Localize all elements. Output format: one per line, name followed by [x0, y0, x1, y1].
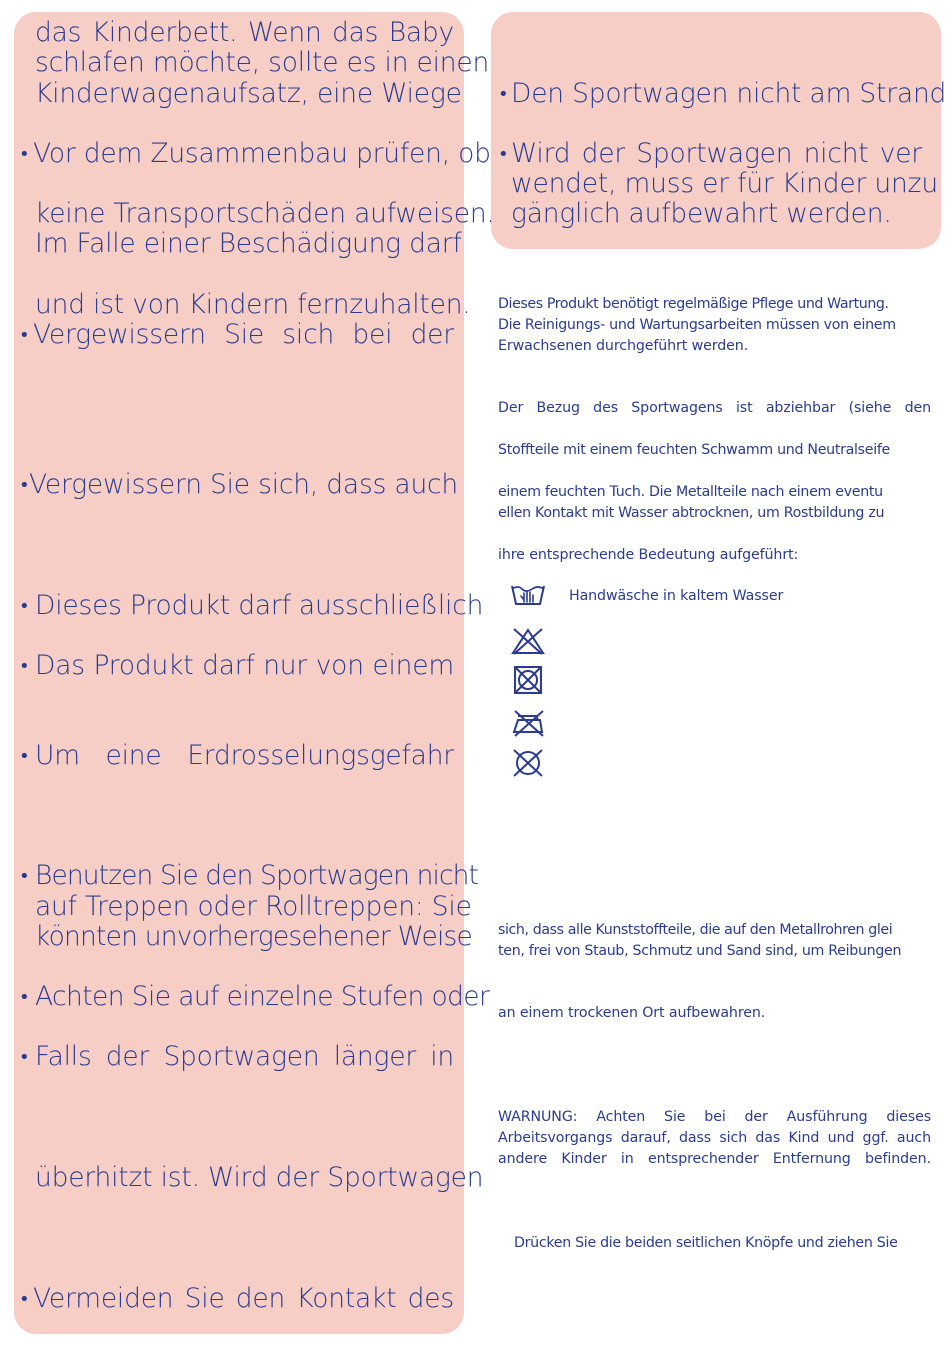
right-box-line: Den Sportwagen nicht am Strand [511, 78, 947, 109]
right-box-line: gänglich aufbewahrt werden. [511, 198, 892, 229]
bullet: • [19, 325, 30, 346]
left-line: könnten unvorhergesehener Weise [35, 921, 473, 952]
care-text: Erwachsenen durchgeführt werden. [498, 338, 749, 354]
right-box-line: Wird der Sportwagen nicht ver [511, 138, 922, 169]
care-text: an einem trockenen Ort aufbewahren. [498, 1005, 766, 1021]
bullet: • [19, 866, 30, 887]
bullet: • [19, 596, 30, 617]
care-text: Drücken Sie die beiden seitlichen Knöpfe und ziehen Sie [514, 1235, 898, 1251]
bullet: • [19, 987, 30, 1008]
left-line: Dieses Produkt darf ausschließlich [35, 590, 484, 621]
bullet: • [19, 144, 30, 165]
left-line: auf Treppen oder Rolltreppen: Sie [35, 891, 472, 922]
warning-text: andere Kinder in entsprechender Entfernung befinden. [498, 1151, 931, 1167]
care-text: Die Reinigungs- und Wartungsarbeiten müssen von einem [498, 317, 896, 333]
no-dry-clean-icon [510, 748, 546, 778]
right-box-line: wendet, muss er für Kinder unzu [511, 168, 938, 199]
left-line: Um eine Erdrosselungsgefahr [35, 740, 454, 771]
left-line: Falls der Sportwagen länger in [35, 1041, 454, 1072]
hand-wash-label: Handwäsche in kaltem Wasser [569, 588, 784, 604]
care-text: einem feuchten Tuch. Die Metallteile nach einem eventu [498, 484, 883, 500]
left-line: Achten Sie auf einzelne Stufen oder [35, 981, 490, 1012]
left-line: Kinderwagenaufsatz, eine Wiege [35, 78, 462, 109]
left-line: und ist von Kindern fernzuhalten. [35, 289, 471, 320]
bullet: • [19, 1047, 30, 1068]
left-line: Das Produkt darf nur von einem [35, 650, 454, 681]
left-line: keine Transportschäden aufweisen. [35, 198, 495, 229]
warning-text: Arbeitsvorgangs darauf, dass sich das Kind und ggf. auch [498, 1130, 931, 1146]
warning-text: WARNUNG: Achten Sie bei der Ausführung dieses [498, 1109, 931, 1125]
care-text: ellen Kontakt mit Wasser abtrocknen, um Rostbildung zu [498, 505, 885, 521]
bullet: • [19, 656, 30, 677]
care-text: Dieses Produkt benötigt regelmäßige Pflege und Wartung. [498, 296, 889, 312]
care-text: ten, frei von Staub, Schmutz und Sand sind, um Reibungen [498, 943, 902, 959]
no-bleach-icon [510, 626, 546, 656]
bullet: • [498, 144, 509, 165]
no-tumble-dry-icon [510, 665, 546, 695]
care-text: sich, dass alle Kunststoffteile, die auf den Metallrohren glei [498, 922, 893, 938]
no-iron-icon [510, 708, 546, 738]
hand-wash-icon [510, 580, 546, 610]
left-line: Vor dem Zusammenbau prüfen, ob [33, 138, 491, 169]
left-line: Vermeiden Sie den Kontakt des [33, 1283, 454, 1314]
bullet: • [19, 1289, 30, 1310]
care-text: ihre entsprechende Bedeutung aufgeführt: [498, 547, 799, 563]
left-line: Vergewissern Sie sich, dass auch [29, 469, 458, 500]
left-line: Vergewissern Sie sich bei der [33, 319, 454, 350]
left-line: das Kinderbett. Wenn das Baby [35, 17, 454, 48]
care-text: Der Bezug des Sportwagens ist abziehbar (siehe den [498, 400, 931, 416]
left-line: Benutzen Sie den Sportwagen nicht [35, 860, 479, 891]
bullet: • [19, 746, 30, 767]
left-line: schlafen möchte, sollte es in einen [35, 47, 490, 78]
left-line: Im Falle einer Beschädigung darf [35, 228, 462, 259]
care-text: Stoffteile mit einem feuchten Schwamm und Neutralseife [498, 442, 890, 458]
bullet: • [19, 475, 30, 496]
left-line: überhitzt ist. Wird der Sportwagen [35, 1162, 484, 1193]
bullet: • [498, 84, 509, 105]
